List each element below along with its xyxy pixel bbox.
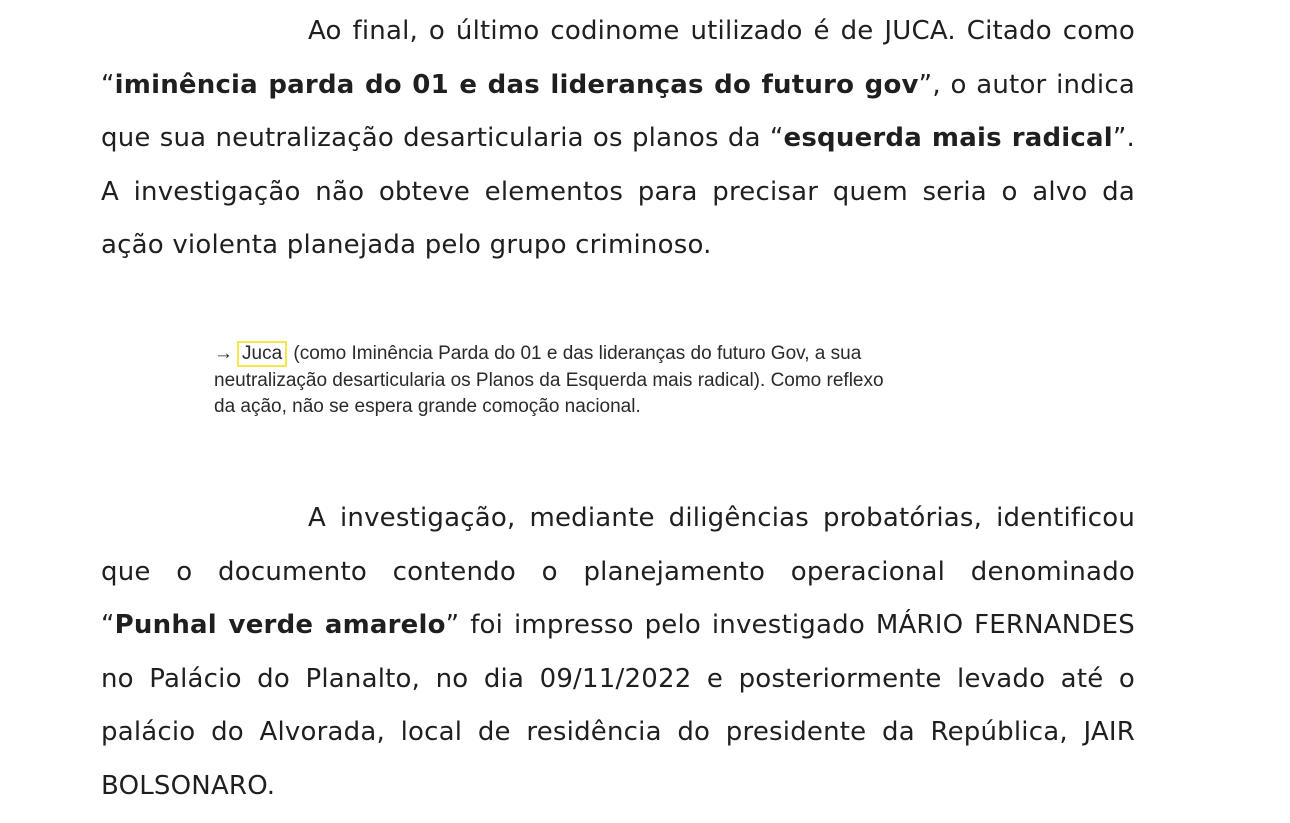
- paragraph-punhal-verde-amarelo: [101, 492, 1135, 813]
- paragraph-text: ”. A investigação não obteve elementos para precisar quem seria o alvo da ação violenta planejada pelo grupo criminoso.: [101, 123, 1135, 260]
- bold-quote-iminencia-parda: iminência parda do 01 e das lideranças do futuro gov: [114, 69, 919, 100]
- paragraph-text: ”, o autor indica que sua neutralização desarticularia os planos da “: [101, 69, 1135, 153]
- excerpt-line: da ação, não se espera grande comoção nacional.: [214, 396, 641, 417]
- arrow-right-icon: →: [214, 343, 233, 364]
- paragraph-juca-codename: [101, 5, 1135, 273]
- excerpt-line: [214, 341, 1024, 368]
- document-excerpt: [214, 341, 1024, 421]
- paragraph-text: ” foi impresso pelo investigado MÁRIO FERNANDES no Palácio do Planalto, no dia 09/11/2022 e posteriormente levado até o palácio do Alvorada, local de residência do presidente da República, JAIR BOLSONARO.: [101, 610, 1135, 801]
- excerpt-text: (como Iminência Parda do 01 e das lideranças do futuro Gov, a sua: [293, 343, 862, 364]
- bold-quote-esquerda-radical: esquerda mais radical: [783, 123, 1113, 153]
- paragraph-text: A investigação, mediante diligências probatórias, identificou que o documento contendo o planejamento operacional denominado “: [101, 503, 1135, 640]
- paragraph-text: Ao final, o último codinome utilizado é de JUCA. Citado como “: [101, 16, 1135, 100]
- highlighted-name-juca: Juca: [237, 341, 287, 367]
- excerpt-line: neutralização desarticularia os Planos da Esquerda mais radical). Como reflexo: [214, 369, 884, 391]
- bold-quote-punhal-verde-amarelo: Punhal verde amarelo: [114, 610, 446, 640]
